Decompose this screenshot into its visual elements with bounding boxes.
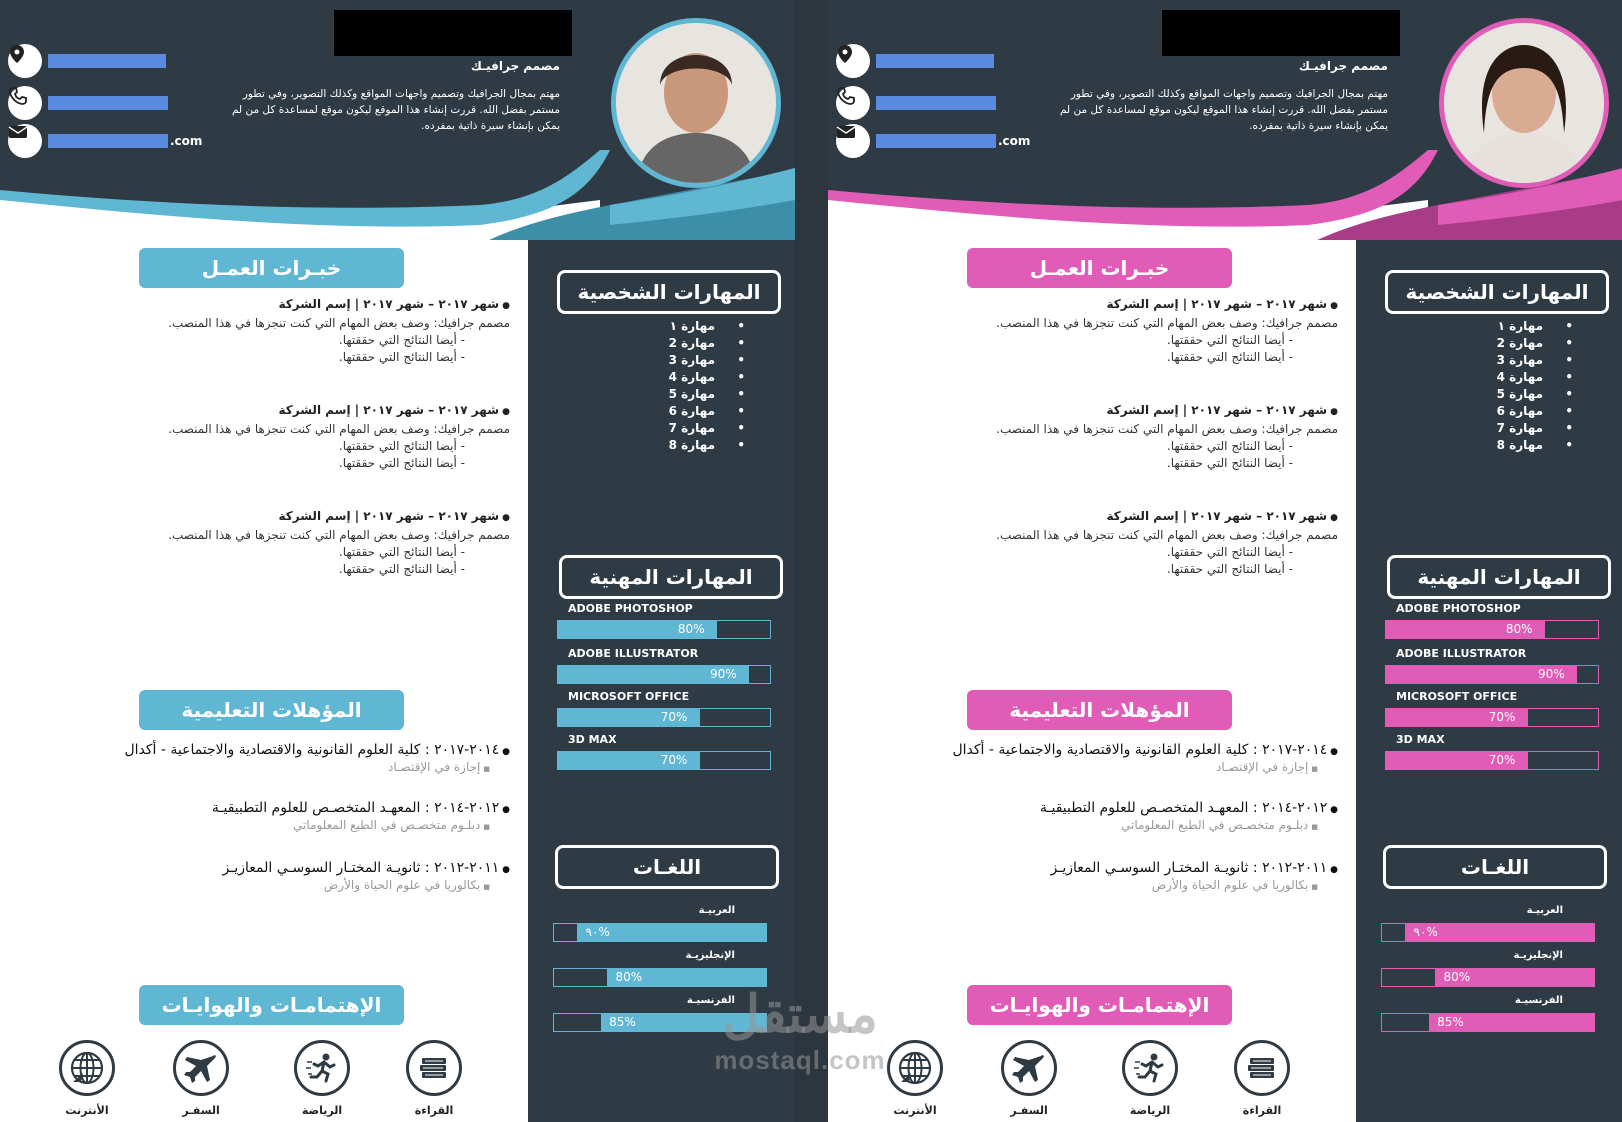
education-title: المؤهلات التعليمية [967, 690, 1232, 730]
experience-result: - أيضا النتائج التي حققتها. [1166, 350, 1293, 364]
language-percent: 85% [1437, 1015, 1464, 1029]
education-item [40, 860, 510, 892]
professional-skill-bar [557, 620, 771, 639]
location-redacted [48, 54, 166, 68]
phone-redacted [48, 96, 168, 110]
personal-skills-list [1497, 318, 1573, 454]
language-name: الفرنسيـة [1514, 995, 1563, 1006]
profile-photo [1439, 18, 1609, 188]
language-bar-level [554, 969, 607, 986]
personal-skill-item: • مهارة 2 [1497, 335, 1573, 352]
language-bar-level [1382, 1014, 1429, 1031]
hobby-label: السفـر [182, 1104, 220, 1117]
personal-skill-item: • مهارة 4 [669, 369, 745, 386]
personal-skill-item: • مهارة ١ [669, 318, 745, 335]
about-text: مهتم بمجال الجرافيك وتصميم واجهات المواقع وكذلك التصوير، وفي تطور مستمر بفضل الله. قررت إنشاء هذا الموقع ليكون موقع لمساعدة كل من لم يمكن بإنشاء سيرة ذاتية بمفرده. [1059, 88, 1388, 132]
name-redacted [1162, 10, 1400, 56]
contact-email [836, 124, 1030, 158]
language-bar [553, 1013, 767, 1032]
education-item [40, 742, 510, 774]
personal-skills-title: المهارات الشخصية [557, 270, 781, 314]
hobbies-title: الإهتمامـات والهوايـات [967, 985, 1232, 1025]
hobby-item [291, 1040, 353, 1117]
professional-skill-name: ADOBE ILLUSTRATOR [1396, 647, 1527, 660]
about-text: مهتم بمجال الجرافيك وتصميم واجهات المواقع وكذلك التصوير، وفي تطور مستمر بفضل الله. قررت إنشاء هذا الموقع ليكون موقع لمساعدة كل من لم يمكن بإنشاء سيرة ذاتية بمفرده. [231, 88, 560, 132]
experience-result: - أيضا النتائج التي حققتها. [1166, 562, 1293, 576]
runner-icon [294, 1040, 350, 1096]
hobbies-title: الإهتمامـات والهوايـات [139, 985, 404, 1025]
personal-skill-item: • مهارة 7 [1497, 420, 1573, 437]
language-name: الفرنسيـة [686, 995, 735, 1006]
experience-heading: ● شهر ٢٠١٧ – شهر ٢٠١٧ | إسم الشركة [40, 296, 510, 315]
experience-result: - أيضا النتائج التي حققتها. [338, 333, 465, 347]
hobby-label: الرياضة [1129, 1104, 1171, 1117]
watermark-domain: mostaql.com [714, 1045, 886, 1075]
language-bar [1381, 923, 1595, 942]
language-percent: 80% [1443, 970, 1471, 984]
language-percent: ٩٠% [585, 925, 610, 939]
education-detail: ■ بكالوريا في علوم الحياة والأرض [40, 878, 510, 892]
contact-location [8, 44, 166, 78]
hobby-item [1231, 1040, 1293, 1117]
experience-description: مصمم جرافيك: وصف بعض المهام التي كنت تنجزها في هذا المنصب. [996, 422, 1338, 436]
skill-percent: 70% [1488, 710, 1516, 724]
experience-result: - أيضا النتائج التي حققتها. [1166, 456, 1293, 470]
personal-skill-item: • مهارة 3 [669, 352, 745, 369]
phone-icon [8, 86, 42, 120]
cv-page-teal [0, 0, 795, 1122]
contact-phone [8, 86, 168, 120]
language-bar [553, 968, 767, 987]
contact-location [836, 44, 994, 78]
experience-title: خبـرات العمـل [139, 248, 404, 288]
experience-item [868, 296, 1338, 366]
professional-skill-bar [1385, 620, 1599, 639]
hobby-label: القراءة [1242, 1104, 1282, 1117]
languages-title: اللغـات [1383, 845, 1607, 889]
contact-email [8, 124, 202, 158]
experience-result: - أيضا النتائج التي حققتها. [338, 456, 465, 470]
hobby-item [884, 1040, 946, 1117]
email-redacted [876, 134, 996, 148]
language-name: الإنجليزيـة [1513, 950, 1563, 961]
language-name: الإنجليزيـة [685, 950, 735, 961]
hobby-label: السفـر [1010, 1104, 1048, 1117]
hobby-label: القراءة [414, 1104, 454, 1117]
professional-skill-name: ADOBE ILLUSTRATOR [568, 647, 699, 660]
experience-result: - أيضا النتائج التي حققتها. [1166, 333, 1293, 347]
education-detail: ■ إجازة في الإقتصـاد [868, 760, 1338, 774]
language-bar-level [1382, 924, 1405, 941]
email-icon [836, 124, 870, 158]
experience-title: خبـرات العمـل [967, 248, 1232, 288]
globe-icon [59, 1040, 115, 1096]
professional-skill-name: 3D MAX [1396, 733, 1445, 746]
professional-skill-bar [1385, 665, 1599, 684]
education-item [868, 742, 1338, 774]
email-redacted [48, 134, 168, 148]
language-percent: 85% [609, 1015, 636, 1029]
hobby-item [403, 1040, 465, 1117]
location-redacted [876, 54, 994, 68]
professional-skills-title: المهارات المهنية [1387, 555, 1611, 599]
experience-heading: ● شهر ٢٠١٧ – شهر ٢٠١٧ | إسم الشركة [40, 402, 510, 421]
languages-title: اللغـات [555, 845, 779, 889]
language-name: العربيـة [698, 905, 735, 916]
professional-skill-name: MICROSOFT OFFICE [1396, 690, 1518, 703]
hobby-label: الأنترنت [893, 1104, 937, 1117]
personal-skill-item: • مهارة 6 [1497, 403, 1573, 420]
experience-item [40, 508, 510, 578]
education-heading: ● ٢٠١٤-٢٠١٧ : كلية العلوم القانونية والاقتصادية والاجتماعية - أكدال [40, 742, 510, 758]
experience-result: - أيضا النتائج التي حققتها. [338, 562, 465, 576]
experience-item [40, 296, 510, 366]
experience-heading: ● شهر ٢٠١٧ – شهر ٢٠١٧ | إسم الشركة [40, 508, 510, 527]
airplane-icon [173, 1040, 229, 1096]
education-heading: ● ٢٠١١-٢٠١٢ : ثانويـة المختـار السوسـي المعازيـز [40, 860, 510, 876]
education-heading: ● ٢٠١٢-٢٠١٤ : المعهـد المتخصـص للعلوم التطبيقيـة [40, 800, 510, 816]
experience-heading: ● شهر ٢٠١٧ – شهر ٢٠١٧ | إسم الشركة [868, 508, 1338, 527]
education-title: المؤهلات التعليمية [139, 690, 404, 730]
professional-skill-bar [557, 708, 771, 727]
experience-result: - أيضا النتائج التي حققتها. [1166, 439, 1293, 453]
language-bar-level [1382, 969, 1435, 986]
education-detail: ■ دبلـوم متخصـص في الطبع المعلوماتي [868, 818, 1338, 832]
personal-skill-item: • مهارة 7 [669, 420, 745, 437]
experience-result: - أيضا النتائج التي حققتها. [1166, 545, 1293, 559]
personal-skill-item: • مهارة 8 [669, 437, 745, 454]
professional-skill-bar [557, 751, 771, 770]
books-icon [406, 1040, 462, 1096]
location-pin-icon [8, 44, 42, 78]
experience-item [868, 402, 1338, 472]
profile-photo [611, 18, 781, 188]
experience-description: مصمم جرافيك: وصف بعض المهام التي كنت تنجزها في هذا المنصب. [996, 528, 1338, 542]
education-heading: ● ٢٠١٢-٢٠١٤ : المعهـد المتخصـص للعلوم التطبيقيـة [868, 800, 1338, 816]
skill-percent: 70% [1488, 753, 1516, 767]
education-heading: ● ٢٠١٤-٢٠١٧ : كلية العلوم القانونية والاقتصادية والاجتماعية - أكدال [868, 742, 1338, 758]
language-bar [553, 923, 767, 942]
cv-header [828, 0, 1622, 240]
personal-skills-title: المهارات الشخصية [1385, 270, 1609, 314]
personal-skill-item: • مهارة 8 [1497, 437, 1573, 454]
personal-skills-list [669, 318, 745, 454]
experience-result: - أيضا النتائج التي حققتها. [338, 439, 465, 453]
professional-skill-bar [1385, 708, 1599, 727]
skill-percent: 80% [677, 622, 705, 636]
professional-skill-name: ADOBE PHOTOSHOP [1396, 602, 1521, 615]
experience-description: مصمم جرافيك: وصف بعض المهام التي كنت تنجزها في هذا المنصب. [996, 316, 1338, 330]
page-divider [795, 0, 828, 1122]
watermark-arabic: مستقل [722, 986, 878, 1044]
experience-result: - أيضا النتائج التي حققتها. [338, 350, 465, 364]
experience-item [40, 402, 510, 472]
email-suffix: .com [998, 134, 1031, 148]
language-name: العربيـة [1526, 905, 1563, 916]
hobby-item [170, 1040, 232, 1117]
email-suffix: .com [170, 134, 203, 148]
hobby-item [1119, 1040, 1181, 1117]
education-detail: ■ إجازة في الإقتصـاد [40, 760, 510, 774]
experience-description: مصمم جرافيك: وصف بعض المهام التي كنت تنجزها في هذا المنصب. [168, 316, 510, 330]
education-detail: ■ بكالوريا في علوم الحياة والأرض [868, 878, 1338, 892]
personal-skill-item: • مهارة ١ [1497, 318, 1573, 335]
experience-result: - أيضا النتائج التي حققتها. [338, 545, 465, 559]
phone-icon [836, 86, 870, 120]
books-icon [1234, 1040, 1290, 1096]
contact-phone [836, 86, 996, 120]
airplane-icon [1001, 1040, 1057, 1096]
skill-percent: 70% [660, 710, 688, 724]
globe-icon [887, 1040, 943, 1096]
cv-header [0, 0, 795, 240]
skill-percent: 80% [1505, 622, 1533, 636]
professional-skill-bar [557, 665, 771, 684]
language-bar-level [554, 924, 577, 941]
personal-skill-item: • مهارة 6 [669, 403, 745, 420]
skill-percent: 70% [660, 753, 688, 767]
experience-heading: ● شهر ٢٠١٧ – شهر ٢٠١٧ | إسم الشركة [868, 402, 1338, 421]
runner-icon [1122, 1040, 1178, 1096]
skill-percent: 90% [709, 667, 737, 681]
hobby-label: الرياضة [301, 1104, 343, 1117]
professional-skill-name: 3D MAX [568, 733, 617, 746]
location-pin-icon [836, 44, 870, 78]
education-detail: ■ دبلـوم متخصـص في الطبع المعلوماتي [40, 818, 510, 832]
cv-page-pink [828, 0, 1622, 1122]
experience-description: مصمم جرافيك: وصف بعض المهام التي كنت تنجزها في هذا المنصب. [168, 528, 510, 542]
personal-skill-item: • مهارة 2 [669, 335, 745, 352]
language-bar [1381, 968, 1595, 987]
job-title: مصمم جرافيـك [1298, 59, 1388, 73]
personal-skill-item: • مهارة 4 [1497, 369, 1573, 386]
hobby-item [998, 1040, 1060, 1117]
job-title: مصمم جرافيـك [470, 59, 560, 73]
education-heading: ● ٢٠١١-٢٠١٢ : ثانويـة المختـار السوسـي المعازيـز [868, 860, 1338, 876]
personal-skill-item: • مهارة 5 [1497, 386, 1573, 403]
professional-skill-name: MICROSOFT OFFICE [568, 690, 690, 703]
education-item [868, 860, 1338, 892]
education-item [868, 800, 1338, 832]
phone-redacted [876, 96, 996, 110]
personal-skill-item: • مهارة 3 [1497, 352, 1573, 369]
language-bar-level [554, 1014, 601, 1031]
language-percent: ٩٠% [1413, 925, 1438, 939]
language-percent: 80% [615, 970, 643, 984]
hobby-item [56, 1040, 118, 1117]
experience-item [868, 508, 1338, 578]
email-icon [8, 124, 42, 158]
name-redacted [334, 10, 572, 56]
language-bar [1381, 1013, 1595, 1032]
professional-skill-name: ADOBE PHOTOSHOP [568, 602, 693, 615]
skill-percent: 90% [1537, 667, 1565, 681]
experience-heading: ● شهر ٢٠١٧ – شهر ٢٠١٧ | إسم الشركة [868, 296, 1338, 315]
personal-skill-item: • مهارة 5 [669, 386, 745, 403]
experience-description: مصمم جرافيك: وصف بعض المهام التي كنت تنجزها في هذا المنصب. [168, 422, 510, 436]
professional-skill-bar [1385, 751, 1599, 770]
hobby-label: الأنترنت [65, 1104, 109, 1117]
professional-skills-title: المهارات المهنية [559, 555, 783, 599]
education-item [40, 800, 510, 832]
